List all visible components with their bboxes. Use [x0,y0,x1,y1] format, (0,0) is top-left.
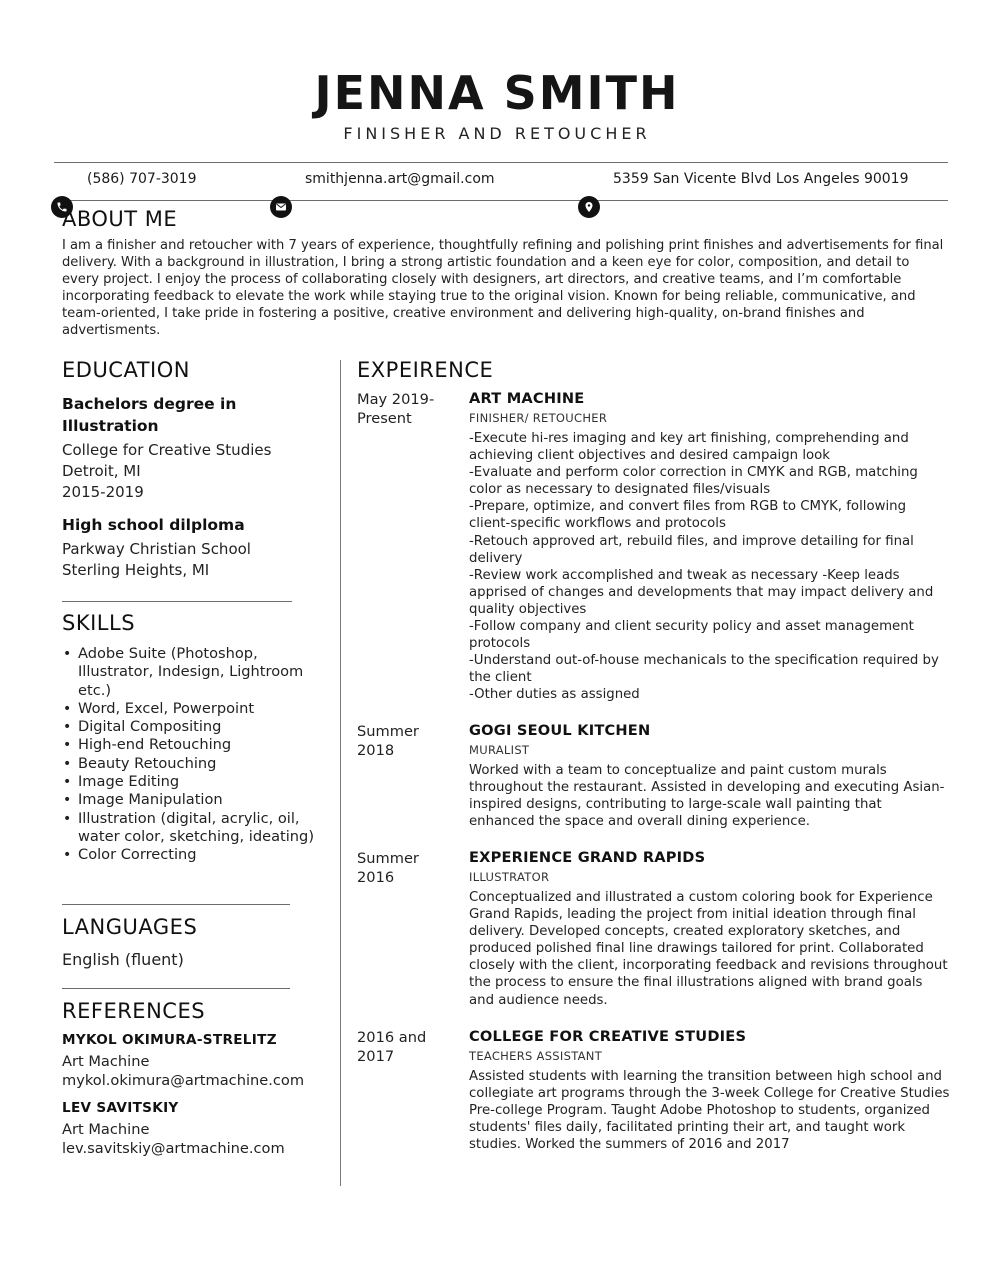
languages-heading: LANGUAGES [62,915,198,939]
education-entry-2 [62,514,332,581]
job-company: EXPERIENCE GRAND RAPIDS [469,849,706,866]
skills-heading: SKILLS [62,611,136,635]
section-divider [62,988,290,989]
about-heading: ABOUT ME [62,207,178,231]
job-role: TEACHERS ASSISTANT [469,1049,603,1063]
job-company: GOGI SEOUL KITCHEN [469,722,651,739]
job-role: MURALIST [469,743,530,757]
section-divider [62,601,292,602]
job-date: Summer 2016 [357,850,419,886]
job-duty: -Other duties as assigned [469,687,640,703]
job-entry-college-for-creative-studies [469,1027,951,1153]
education-entry-1 [62,393,332,503]
job-duty: -Understand out-of-house mechanicals to the specification required by the client [469,653,939,686]
skill-item: • Illustration (digital, acrylic, oil, water color, sketching, ideating) [62,810,332,847]
contact-bottom-rule [54,200,948,201]
job-entry-gogi-seoul-kitchen [469,721,951,830]
job-description: Assisted students with learning the transition between high school and collegiate art programs through the 3-week College for Creative Studies Pre-college Program. Taught Adobe Photoshop to students, organized students' files daily, facilitated printing their art, and taught work studies. Worked the summers of 2016 and 2017 [469,1069,950,1153]
education-heading: EDUCATION [62,358,190,382]
contact-email[interactable]: smithjenna.art@gmail.com [305,171,495,187]
job-date: Summer 2018 [357,723,419,759]
job-role: ILLUSTRATOR [469,870,550,884]
job-duty: -Evaluate and perform color correction in CMYK and RGB, matching color as necessary to designated files/visuals [469,465,918,498]
language-item: English (fluent) [62,950,184,969]
reference-entry-1 [62,1032,332,1090]
envelope-icon [270,196,292,218]
job-duty: -Prepare, optimize, and convert files from RGB to CMYK, following client-specific workflows and protocols [469,499,907,532]
job-duty: -Follow company and client security policy and asset management protocols [469,619,914,652]
skill-item: • Color Correcting [62,846,332,864]
section-divider [62,904,290,905]
job-entry-experience-grand-rapids [469,848,951,1009]
job-role: FINISHER/ RETOUCHER [469,411,608,425]
reference-company: Art Machine [62,1121,150,1138]
about-text: I am a finisher and retoucher with 7 years of experience, thoughtfully refining and polishing print finishes and advertisements for final delivery. With a background in illustration, I bring a strong artistic foundation and a keen eye for color, composition, and detail to every project. I enjoy the process of collaborating closely with designers, art directors, and creative teams, and I’m comfortable incorporating feedback to elevate the work while staying true to the original vision. Known for being reliable, communicative, and team-oriented, I take pride in fostering a positive, creative environment and delivering high-quality, on-brand finishes and advertisments. [62,238,944,339]
skill-item: • Adobe Suite (Photoshop, Illustrator, Indesign, Lightroom etc.) [62,645,332,700]
school-name: Parkway Christian School [62,540,251,558]
resume-name: JENNA SMITH [314,66,680,120]
degree-title: Bachelors degree in Illustration [62,395,237,435]
resume-job-title: FINISHER AND RETOUCHER [343,124,651,143]
experience-heading: EXPEIRENCE [357,358,494,382]
job-description: Conceptualized and illustrated a custom coloring book for Experience Grand Rapids, leading the project from initial ideation through final delivery. Developed concepts, created exploratory sketches, and produced polished final line drawings tailored for print. Collaborated closely with the client, incorporating feedback and revisions throughout the process to ensure the final illustrations aligned with brand goals and audience needs. [469,890,948,1008]
contact-address: 5359 San Vicente Blvd Los Angeles 90019 [613,171,909,187]
job-date: May 2019- Present [357,391,435,427]
skill-item: • High-end Retouching [62,736,332,754]
job-duty: -Execute hi-res imaging and key art finishing, comprehending and achieving client objectives and desired campaign look [469,431,909,464]
column-divider [340,360,341,1186]
skill-item: • Word, Excel, Powerpoint [62,700,332,718]
contact-phone[interactable]: (586) 707-3019 [87,171,197,187]
school-name: College for Creative Studies [62,441,272,459]
degree-title: High school dilploma [62,516,245,534]
skills-list [62,645,332,865]
job-entry-art-machine [469,389,951,704]
job-company: ART MACHINE [469,390,585,407]
school-location: Detroit, MI [62,462,141,480]
skill-item: • Beauty Retouching [62,755,332,773]
reference-email[interactable]: lev.savitskiy@artmachine.com [62,1139,285,1157]
job-description: Worked with a team to conceptualize and paint custom murals throughout the restaurant. Assisted in developing and executing Asian-inspired designs, contributing to large-scale wall painting that enhanced the space and overall dining experience. [469,763,945,830]
reference-entry-2 [62,1100,332,1158]
reference-company: Art Machine [62,1053,150,1070]
skill-item: • Image Editing [62,773,332,791]
school-years: 2015-2019 [62,483,144,501]
skill-item: • Digital Compositing [62,718,332,736]
references-heading: REFERENCES [62,999,206,1023]
reference-email[interactable]: mykol.okimura@artmachine.com [62,1071,305,1089]
reference-name: LEV SAVITSKIY [62,1100,179,1116]
skill-item: • Image Manipulation [62,791,332,809]
reference-name: MYKOL OKIMURA-STRELITZ [62,1032,277,1048]
job-date: 2016 and 2017 [357,1029,427,1065]
location-pin-icon [578,196,600,218]
job-duty: -Retouch approved art, rebuild files, and improve detailing for final delivery [469,533,914,566]
job-company: COLLEGE FOR CREATIVE STUDIES [469,1028,747,1045]
contact-top-rule [54,162,948,163]
job-duty: -Review work accomplished and tweak as necessary -Keep leads apprised of changes and developments that may impact delivery and quality objectives [469,567,934,617]
school-location: Sterling Heights, MI [62,561,210,579]
